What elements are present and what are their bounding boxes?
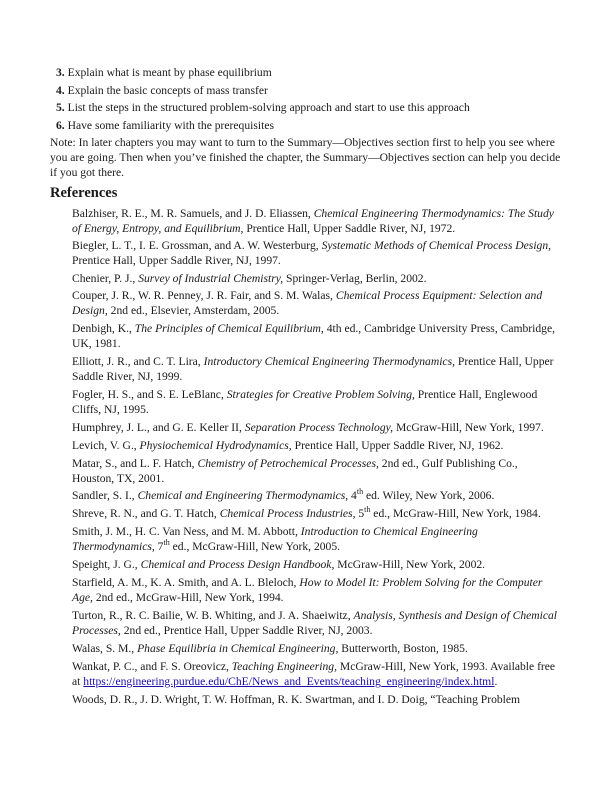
reference-entry [72,608,562,638]
reference-title: Systematic Methods of Chemical Process Design, [321,239,552,253]
reference-title: Introductory Chemical Engineering Thermodynamics, [203,354,455,368]
references-heading: References [50,185,118,201]
reference-title: Chemical and Process Design Handbook, [140,558,335,572]
reference-entry [72,488,562,503]
reference-title: Teaching Engineering, [231,659,337,673]
reference-entry [72,206,562,236]
reference-authors: Fogler, H. S., and S. E. LeBlanc, [72,387,227,401]
reference-entry [72,575,562,605]
reference-publisher-tail: ed., McGraw-Hill, New York, 1984. [370,507,541,521]
reference-title: Separation Process Technology, [244,420,394,434]
reference-link[interactable]: https://engineering.purdue.edu/ChE/News_and_Events/teaching_engineering/index.html [83,674,495,688]
reference-authors: Shreve, R. N., and G. T. Hatch, [72,507,220,521]
objective-text: List the steps in the structured problem-solving approach and start to use this approach [67,101,470,115]
reference-publisher: Butterworth, Boston, 1985. [338,641,468,655]
objective-item [56,83,576,101]
reference-entry [72,387,562,417]
reference-title: The Principles of Chemical Equilibrium, [134,322,324,336]
objective-text: Have some familiarity with the prerequisites [67,119,274,133]
reference-publisher: Prentice Hall, Upper Saddle River, NJ, 1972. [243,222,456,235]
objective-item [56,100,576,118]
reference-authors: Balzhiser, R. E., M. R. Samuels, and J. D. Eliassen, [72,207,314,220]
reference-title: Analysis, Synthesis and Design of Chemical Processes, [72,608,558,637]
reference-publisher: 4 [348,489,357,503]
reference-authors: Couper, J. R., W. R. Penney, J. R. Fair, and S. M. Walas, [72,289,336,303]
reference-publisher: 4th ed., Cambridge University Press, Cambridge, UK, 1981. [72,322,556,351]
objective-number: 6. [56,119,65,133]
reference-title: Chemical Process Equipment: Selection and Design, [72,289,543,318]
objectives-list [56,65,576,136]
reference-publisher: 2nd ed., Prentice Hall, Upper Saddle River, NJ, 2003. [120,623,373,637]
reference-authors: Turton, R., R. C. Bailie, W. B. Whiting, and J. A. Shaeiwitz, [72,608,354,622]
reference-publisher-tail: ed., McGraw-Hill, New York, 2005. [169,540,341,554]
reference-publisher: 5 [355,507,365,521]
reference-edition-suffix: th [364,505,371,515]
reference-entry [72,288,562,318]
reference-authors: Starfield, A. M., K. A. Smith, and A. L. Bleloch, [72,575,300,589]
reference-publisher: Prentice Hall, Upper Saddle River, NJ, 1999. [72,354,554,383]
reference-entry [72,557,562,572]
references-list [72,206,562,709]
reference-title: Chemical Process Industries, [219,507,356,521]
reference-title: Chemical Engineering Thermodynamics: The Study of Energy, Entropy, and Equilibrium, [72,207,554,235]
reference-authors: Speight, J. G., [72,558,141,572]
reference-publisher-tail: . [494,674,498,688]
reference-authors: Matar, S., and L. F. Hatch, [72,456,198,470]
reference-authors: Levich, V. G., [72,438,140,452]
reference-publisher: 2nd ed., Gulf Publishing Co., Houston, TX, 2001. [72,456,518,485]
reference-publisher: 2nd ed., Elsevier, Amsterdam, 2005. [107,304,280,318]
reference-publisher: 7 [154,540,164,554]
reference-authors: Biegler, L. T., I. E. Grossman, and A. W. Westerburg, [72,239,322,253]
reference-entry [72,456,562,486]
reference-entry [72,354,562,384]
reference-publisher: McGraw-Hill, New York, 1997. [393,420,544,434]
reference-authors: Humphrey, J. L., and G. E. Keller II, [72,420,245,434]
reference-authors: Smith, J. M., H. C. Van Ness, and M. M. Abbott, [72,525,301,539]
reference-title: How to Model It: Problem Solving for the Computer Age, [72,575,543,604]
reference-entry [72,420,562,435]
reference-publisher: Prentice Hall, Upper Saddle River, NJ, 1962. [291,438,504,452]
reference-title: Survey of Industrial Chemistry, [138,271,284,285]
reference-authors: Woods, D. R., J. D. Wright, T. W. Hoffman, R. K. Swartman, and I. D. Doig, “Teaching Problem [72,692,521,706]
reference-entry [72,238,562,268]
reference-entry [72,659,562,689]
reference-publisher: Springer-Verlag, Berlin, 2002. [283,271,427,285]
reference-entry [72,321,562,351]
objective-number: 4. [56,83,65,97]
reference-edition-suffix: th [163,538,170,548]
objective-text: Explain what is meant by phase equilibrium [67,66,272,79]
reference-title: Physiochemical Hydrodynamics, [139,438,292,452]
reference-title: Introduction to Chemical Engineering Thermodynamics, [72,525,478,554]
reference-publisher: Prentice Hall, Upper Saddle River, NJ, 1997. [72,254,281,268]
objective-number: 5. [56,101,65,115]
reference-edition-suffix: th [356,487,364,497]
reference-entry [72,641,562,656]
reference-entry [72,438,562,453]
reference-authors: Wankat, P. C., and F. S. Oreovicz, [72,659,232,673]
reference-authors: Chenier, P. J., [72,271,139,285]
reference-authors: Elliott, J. R., and C. T. Lira, [72,354,204,368]
reference-authors: Walas, S. M., [72,641,138,655]
reference-publisher: McGraw-Hill, New York, 2002. [334,558,486,572]
objective-number: 3. [56,66,65,79]
objective-item [56,118,576,136]
reference-authors: Sandler, S. I., [72,489,138,503]
reference-entry [72,271,562,286]
reference-authors: Denbigh, K., [72,322,135,336]
reference-entry [72,692,562,707]
objective-item [56,65,576,83]
reference-publisher: Prentice Hall, Englewood Cliffs, NJ, 1995. [72,387,538,416]
reference-title: Chemistry of Petrochemical Processes, [197,456,379,470]
reference-entry [72,506,562,521]
reference-title: Strategies for Creative Problem Solving, [226,387,415,401]
objective-text: Explain the basic concepts of mass transfer [67,83,268,97]
summary-note: Note: In later chapters you may want to turn to the Summary—Objectives section first to help you see where you are going. Then when you’ve finished the chapter, the Summary—Objectives section can help you decide if you got there. [50,136,561,179]
reference-publisher-tail: ed. Wiley, New York, 2006. [363,489,495,503]
reference-publisher: 2nd ed., McGraw-Hill, New York, 1994. [92,590,284,604]
reference-publisher: McGraw-Hill, New York, 1993. Available free at [72,659,556,688]
reference-entry [72,524,562,554]
reference-title: Chemical and Engineering Thermodynamics, [137,489,349,503]
reference-title: Phase Equilibria in Chemical Engineering, [137,641,339,655]
